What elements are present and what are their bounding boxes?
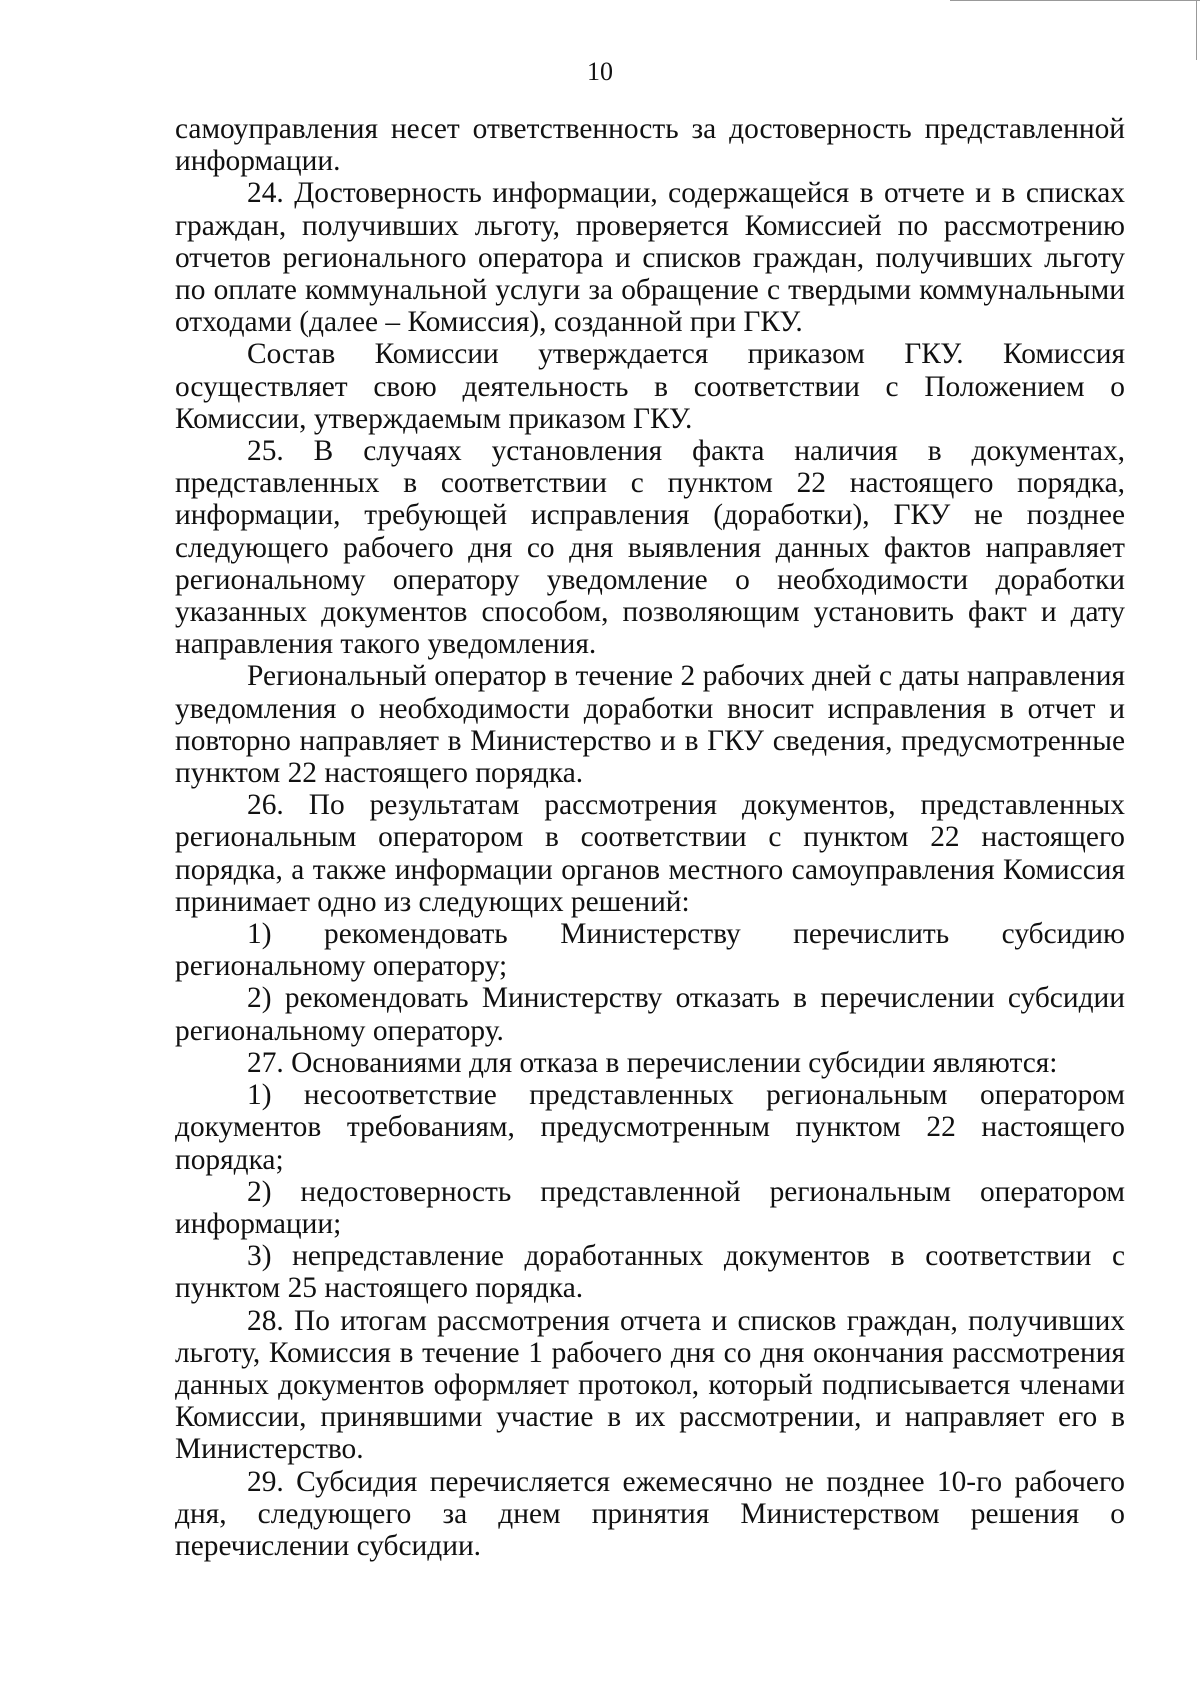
scan-edge-mark — [1196, 0, 1197, 60]
list-item-refusal-2: 2) недостоверность представленной региональным оператором информации; — [175, 1175, 1125, 1240]
list-item-refusal-1: 1) несоответствие представленных региональным оператором документов требованиям, предусмотренным пунктом 22 настоящего порядка; — [175, 1079, 1125, 1176]
document-body — [175, 113, 1125, 1562]
scan-edge-mark — [950, 0, 1200, 1]
list-item-decision-2: 2) рекомендовать Министерству отказать в перечислении субсидии региональному оператору. — [175, 982, 1125, 1047]
paragraph-clause-27: 27. Основаниями для отказа в перечислении субсидии являются: — [247, 1046, 1058, 1079]
paragraph-clause-28: 28. По итогам рассмотрения отчета и списков граждан, получивших льготу, Комиссия в течение 1 рабочего дня со дня окончания рассмотрения данных документов оформляет протокол, который подписывается членами Комиссии, принявшими участие в их рассмотрении, и направляет его в Министерство. — [175, 1304, 1125, 1466]
paragraph-clause-25: 25. В случаях установления факта наличия в документах, представленных в соответствии с пунктом 22 настоящего порядка, информации, требующей исправления (доработки), ГКУ не позднее следующего рабочего дня со дня выявления данных фактов направляет региональному оператору уведомление о необходимости доработки указанных документов способом, позволяющим установить факт и дату направления такого уведомления. — [175, 435, 1125, 661]
paragraph-clause-24: 24. Достоверность информации, содержащейся в отчете и в списках граждан, получивших льготу, проверяется Комиссией по рассмотрению отчетов регионального оператора и списков граждан, получивших льготу по оплате коммунальной услуги за обращение с твердыми коммунальными отходами (далее – Комиссия), созданной при ГКУ. — [175, 177, 1125, 339]
paragraph-operator-correction: Региональный оператор в течение 2 рабочих дней с даты направления уведомления о необходимости доработки вносит исправления в отчет и повторно направляет в Министерство и в ГКУ сведения, предусмотренные пунктом 22 настоящего порядка. — [175, 660, 1125, 790]
list-item-refusal-3: 3) непредставление доработанных документов в соответствии с пунктом 25 настоящего порядка. — [175, 1240, 1125, 1305]
paragraph-commission-composition: Состав Комиссии утверждается приказом ГКУ. Комиссия осуществляет свою деятельность в соответствии с Положением о Комиссии, утверждаемым приказом ГКУ. — [175, 338, 1125, 435]
list-item-decision-1: 1) рекомендовать Министерству перечислить субсидию региональному оператору; — [175, 918, 1125, 983]
paragraph-clause-26: 26. По результатам рассмотрения документов, представленных региональным оператором в соответствии с пунктом 22 настоящего порядка, а также информации органов местного самоуправления Комиссия принимает одно из следующих решений: — [175, 789, 1125, 918]
page-number: 10 — [587, 57, 613, 86]
paragraph-continuation: самоуправления несет ответственность за достоверность представленной информации. — [175, 113, 1125, 178]
paragraph-clause-29: 29. Субсидия перечисляется ежемесячно не позднее 10-го рабочего дня, следующего за днем принятия Министерством решения о перечислении субсидии. — [175, 1465, 1125, 1562]
